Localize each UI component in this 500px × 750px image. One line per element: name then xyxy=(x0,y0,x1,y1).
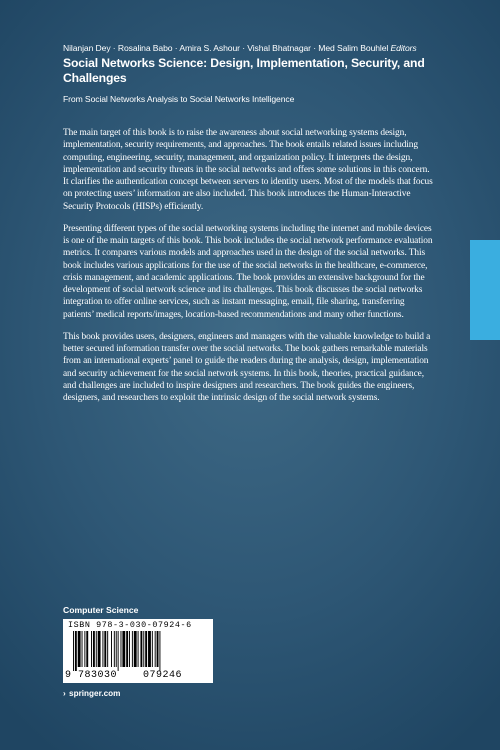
barcode-bar xyxy=(155,631,156,667)
barcode-bar xyxy=(159,631,160,671)
barcode-bar xyxy=(134,631,137,667)
barcode-bar xyxy=(107,631,108,667)
barcode-bar xyxy=(118,631,119,671)
color-tab xyxy=(470,240,500,340)
description-paragraph-1: The main target of this book is to raise the awareness about social networking systems design, implementation, security requirements, and approaches. The book entails related issues including computing, engineering, security, management, and organization policy. It interprets the design, implementation and security threats in the social networks and offers some solutions in this concern. It clarifies the authentication concept between servers to identity users. Most of the models that focus on protecting users’ information are also included. This book introduces the Human-Interactive Security Protocols (HISPs) efficiently. xyxy=(63,128,433,212)
barcode-bar xyxy=(152,631,153,667)
barcode-bar xyxy=(140,631,142,667)
subject-category: Computer Science xyxy=(63,605,139,615)
barcode-bar xyxy=(114,631,115,667)
barcode-bar xyxy=(129,631,130,667)
ean-left-digits: 783030 xyxy=(78,670,118,681)
barcode-bar xyxy=(91,631,92,667)
barcode-bar xyxy=(143,631,144,667)
barcode-bar xyxy=(116,631,117,667)
barcode-bar xyxy=(104,631,106,667)
website-label: springer.com xyxy=(69,689,121,698)
barcode-bar xyxy=(148,631,151,667)
barcode-bar xyxy=(82,631,83,667)
barcode-bar xyxy=(126,631,128,667)
editors-role: Editors xyxy=(390,43,417,53)
barcode-bars xyxy=(73,631,203,671)
barcode-bar xyxy=(93,631,95,667)
barcode-bar xyxy=(98,631,101,667)
barcode-bar xyxy=(138,631,139,667)
barcode-bar xyxy=(132,631,133,667)
barcode-bar xyxy=(78,631,81,667)
barcode-bar xyxy=(86,631,88,667)
barcode-bar xyxy=(122,631,125,667)
barcode-bar xyxy=(75,631,77,671)
book-description xyxy=(63,127,437,414)
barcode-bar xyxy=(121,631,122,667)
editors-line xyxy=(63,43,463,53)
barcode-bar xyxy=(73,631,74,671)
ean-first-digit: 9 xyxy=(65,670,72,681)
ean-right-digits: 079246 xyxy=(143,670,183,681)
book-subtitle: From Social Networks Analysis to Social Networks Intelligence xyxy=(63,94,295,104)
publisher-website[interactable] xyxy=(63,689,120,698)
barcode-bar xyxy=(157,631,159,667)
barcode-bar xyxy=(102,631,103,667)
barcode-bar xyxy=(111,631,112,667)
barcode-bar xyxy=(96,631,97,667)
barcode-bar xyxy=(84,631,85,667)
editors-names: Nilanjan Dey · Rosalina Babo · Amira S. Ashour · Vishal Bhatnagar · Med Salim Bouhlel xyxy=(63,43,389,53)
description-paragraph-2: Presenting different types of the social networking systems including the internet and mobile devices is one of the main targets of this book. This book includes the social network performance evaluation metrics. It compares various models and approaches used in the design of the social networks. This book includes various applications for the use of the social networks in the healthcare, e-commerce, crisis management, and academic applications. The book provides an extensive background for the development of social network science and its challenges. This book discusses the social networks integration to offer online services, such as instant messaging, email, file sharing, transferring patients’ medical reports/images, location-based recommendations and many other functions. xyxy=(63,223,433,320)
isbn-label: ISBN 978-3-030-07924-6 xyxy=(68,620,192,630)
book-title: Social Networks Science: Design, Implementation, Security, and Challenges xyxy=(63,56,425,85)
isbn-barcode xyxy=(63,619,213,683)
arrow-icon: › xyxy=(63,689,66,698)
description-paragraph-3: This book provides users, designers, engineers and managers with the valuable knowledge to build a better secured information transfer over the social networks. The book gathers remarkable materials from an international experts’ panel to guide the readers during the analysis, design, implementation and security achievement for the social network systems. In this book, theories, practical guidance, and challenges are included to inspire designers and researchers. The book guides the engineers, designers, and researchers to exploit the intrinsic design of the social network systems. xyxy=(63,331,431,403)
barcode-bar xyxy=(145,631,147,667)
